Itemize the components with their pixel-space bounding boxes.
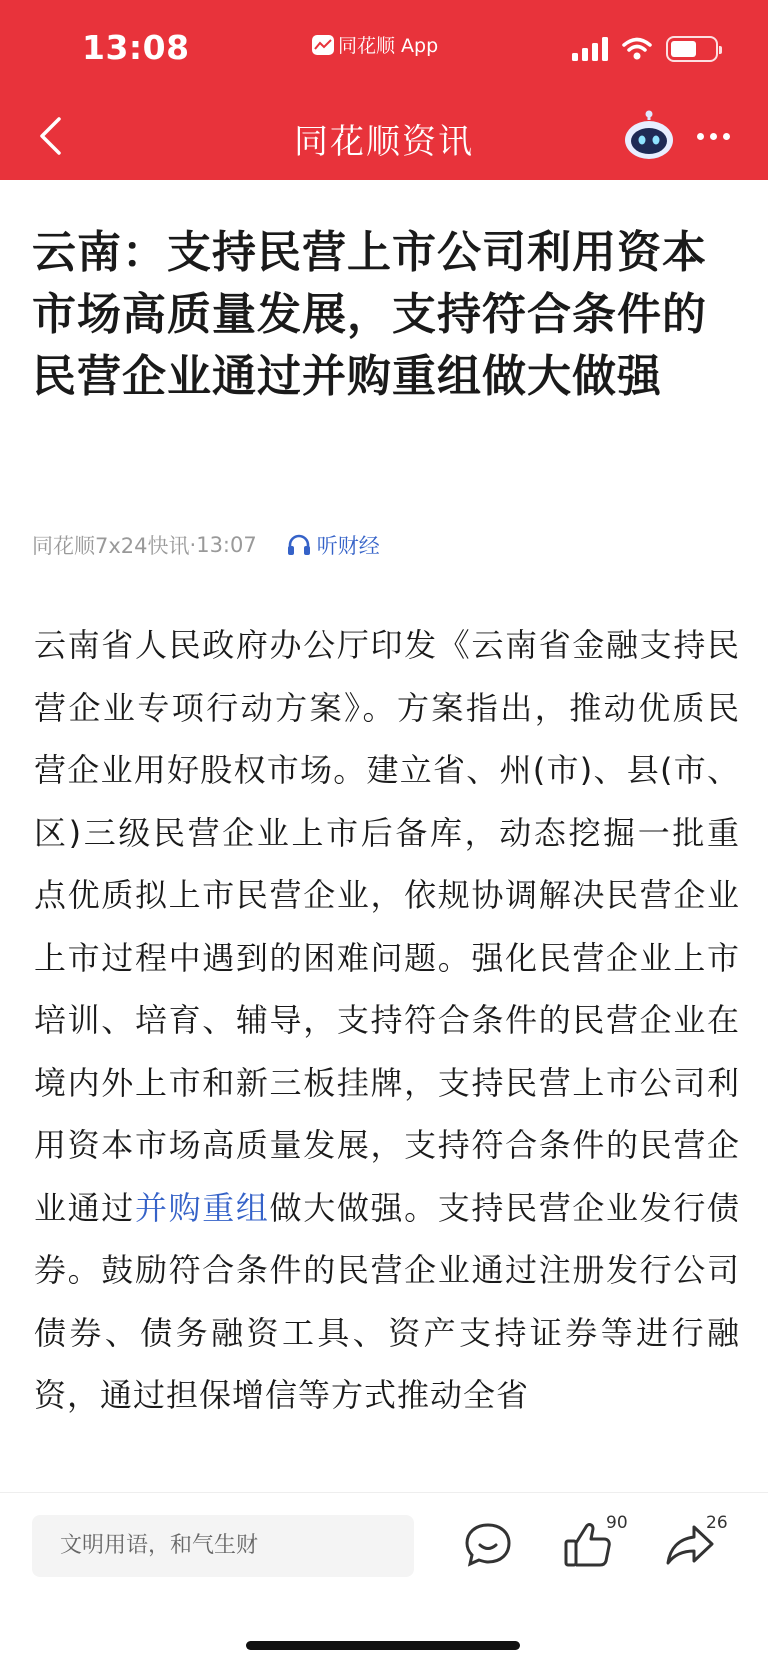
article-body xyxy=(34,614,740,1484)
article-meta xyxy=(32,530,380,560)
listen-label: 听财经 xyxy=(316,534,380,558)
more-button[interactable] xyxy=(690,116,736,156)
article-time: 13:07 xyxy=(196,533,257,557)
like-count: 90 xyxy=(606,1513,628,1533)
app-header xyxy=(0,0,768,180)
wifi-icon xyxy=(622,37,652,61)
keyword-link-merger[interactable]: 并购重组 xyxy=(134,1188,270,1227)
more-dots-icon xyxy=(697,133,704,140)
share-count: 26 xyxy=(706,1513,728,1533)
comment-button[interactable] xyxy=(458,1517,518,1573)
battery-icon xyxy=(666,36,718,62)
body-text-part2: 做大做强。支持民营企业发行债券。鼓励符合条件的民营企业通过注册发行公司债券、债务融资工具、资产支持证券等进行融资，通过担保增信等方式推动全省 xyxy=(34,1188,740,1414)
comment-icon xyxy=(458,1517,518,1573)
signal-icon xyxy=(572,37,608,61)
page-title: 同花顺资讯 xyxy=(294,122,474,162)
assistant-button[interactable] xyxy=(622,110,676,162)
article-source: 同花顺7x24快讯 xyxy=(32,534,190,558)
status-icons xyxy=(572,36,718,62)
headphones-icon xyxy=(287,534,311,556)
robot-icon xyxy=(622,110,676,162)
app-logo-icon xyxy=(312,35,334,55)
listen-button[interactable] xyxy=(287,530,380,560)
nav-bar xyxy=(0,96,768,176)
bottom-action-bar xyxy=(0,1492,768,1663)
source-app-indicator[interactable] xyxy=(312,31,438,58)
source-app-label: 同花顺 App xyxy=(338,35,439,57)
article-title: 云南：支持民营上市公司利用资本市场高质量发展，支持符合条件的民营企业通过并购重组做大做强 xyxy=(32,227,707,402)
comment-input[interactable]: 文明用语，和气生财 xyxy=(32,1515,414,1577)
status-time: 13:08 xyxy=(82,28,190,67)
body-text-part1: 云南省人民政府办公厅印发《云南省金融支持民营企业专项行动方案》。方案指出，推动优质民营企业用好股权市场。建立省、州(市)、县(市、区)三级民营企业上市后备库，动态挖掘一批重点优质拟上市民营企业，依规协调解决民营企业上市过程中遇到的困难问题。强化民营企业上市培训、培育、辅导，支持符合条件的民营企业在境内外上市和新三板挂牌，支持民营上市公司利用资本市场高质量发展，支持符合条件的民营企业通过 xyxy=(34,626,740,1227)
home-indicator[interactable] xyxy=(246,1641,520,1650)
meta-separator: · xyxy=(189,533,197,557)
